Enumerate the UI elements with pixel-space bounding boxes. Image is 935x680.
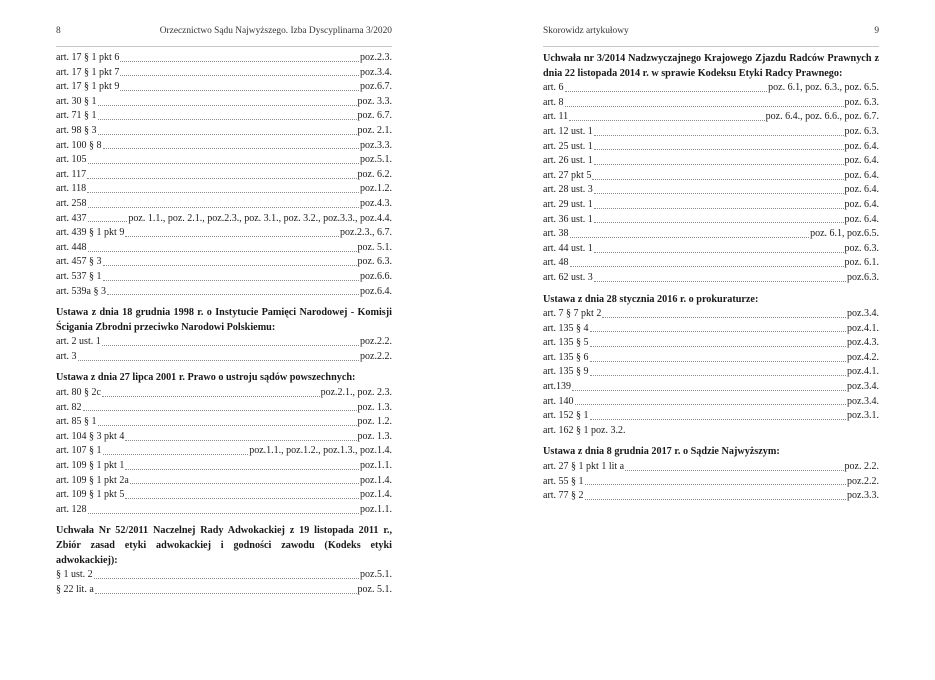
entry-article: art. 437 (56, 212, 87, 224)
section-title: Uchwała nr 3/2014 Nadzwyczajnego Krajowego Zjazdu Radców Prawnych z dnia 22 listopada 2014 r. w sprawie Kodeksu Etyki Radcy Prawnego: (543, 53, 879, 79)
entry-reference: poz.2.3. (360, 52, 392, 63)
dot-leader (88, 251, 357, 252)
index-entry (543, 365, 879, 380)
entry-article: art. 135 § 4 (543, 322, 589, 334)
index-entry (56, 95, 392, 110)
dot-leader (98, 119, 357, 120)
entry-article: § 1 ust. 2 (56, 569, 93, 581)
dot-leader (98, 105, 357, 106)
entry-article: art. 3 (56, 350, 77, 362)
dot-leader (87, 192, 359, 193)
entry-reference: poz. 2.1. (357, 124, 392, 136)
index-entry (56, 415, 392, 430)
entry-reference: poz.3.1. (847, 410, 879, 422)
dot-leader (594, 135, 844, 136)
index-entry (543, 81, 879, 96)
entry-article: art. 36 ust. 1 (543, 213, 593, 225)
index-entry (56, 226, 392, 241)
entry-article: art. 77 § 2 (543, 490, 584, 502)
dot-leader (625, 470, 843, 471)
entry-article: art. 25 ust. 1 (543, 140, 593, 152)
index-entry (56, 66, 392, 81)
entry-article: art. 17 § 1 pkt 9 (56, 81, 120, 93)
index-entry (56, 430, 392, 445)
entry-article: art. 258 (56, 197, 87, 209)
entry-reference: poz. 1.2. (357, 416, 392, 428)
entry-article: art. 152 § 1 (543, 410, 589, 422)
index-entry (56, 255, 392, 270)
entry-reference: poz. 2.2. (844, 461, 879, 473)
section-title: Uchwała Nr 52/2011 Naczelnej Rady Adwokackiej z 19 listopada 2011 r., Zbiór zasad etyki adwokackiej i godności zawodu (Kodeks etyki adwokackiej): (56, 525, 392, 566)
index-entry (56, 182, 392, 197)
entry-reference: poz.3.4. (847, 395, 879, 407)
dot-leader (94, 578, 359, 579)
index-entry (543, 351, 879, 366)
entry-article: art. 27 § 1 pkt 1 lit a (543, 461, 625, 473)
right-running-title: Skorowidz artykułowy (543, 26, 629, 36)
index-entry (543, 380, 879, 395)
entry-reference: poz.3.3. (360, 139, 392, 151)
dot-leader (585, 484, 847, 485)
entry-reference: poz. 6.3. (357, 256, 392, 268)
left-page-content (56, 51, 392, 597)
entry-reference: poz.6.3. (847, 271, 879, 283)
index-entry (543, 140, 879, 155)
index-entry (543, 475, 879, 490)
entry-reference: poz. 6.7. (357, 110, 392, 122)
entry-article: art. 29 ust. 1 (543, 198, 593, 210)
section-title: Ustawa z dnia 27 lipca 2001 r. Prawo o ustroju sądów powszechnych: (56, 372, 356, 384)
entry-article: art. 28 ust. 3 (543, 184, 593, 196)
dot-leader (592, 179, 843, 180)
entry-reference: poz. 6.4. (844, 213, 879, 225)
entry-article: art. 109 § 1 pkt 2a (56, 474, 129, 486)
entry-article: art. 6 (543, 82, 564, 94)
index-entry (543, 183, 879, 198)
dot-leader (88, 207, 360, 208)
entry-article: art. 105 (56, 154, 87, 166)
index-entry (543, 256, 879, 271)
entry-reference: poz. 6.4. (844, 198, 879, 210)
entry-article: art. 117 (56, 168, 87, 180)
index-entry (56, 335, 392, 350)
entry-article: art. 30 § 1 (56, 95, 97, 107)
index-entry (543, 307, 879, 322)
dot-leader (107, 294, 359, 295)
dot-leader (569, 120, 764, 121)
index-entry (543, 409, 879, 424)
index-entry (543, 336, 879, 351)
entry-article: art. 44 ust. 1 (543, 242, 593, 254)
dot-leader (95, 593, 357, 594)
entry-article: art. 457 § 3 (56, 256, 102, 268)
entry-reference: poz.4.1. (847, 322, 879, 334)
entry-reference: poz.3.4. (847, 308, 879, 320)
dot-leader (594, 252, 844, 253)
entry-article: art. 71 § 1 (56, 110, 97, 122)
dot-leader (98, 134, 357, 135)
entry-reference: poz.6.7. (360, 81, 392, 93)
entry-reference: poz.1.2. (360, 183, 392, 195)
dot-leader (98, 425, 357, 426)
dot-leader (590, 346, 847, 347)
dot-leader (102, 345, 359, 346)
entry-reference: poz. 6.2. (357, 168, 392, 180)
entry-reference: poz. 6.4. (844, 155, 879, 167)
index-entry (543, 125, 879, 140)
index-entry (543, 242, 879, 257)
entry-reference: poz.2.2. (847, 475, 879, 487)
entry-article: art.139 (543, 381, 572, 393)
dot-leader (125, 440, 356, 441)
entry-article: art. 85 § 1 (56, 416, 97, 428)
entry-reference: poz.4.3. (847, 337, 879, 349)
dot-leader (594, 281, 846, 282)
entry-reference: poz. 5.1. (357, 583, 392, 595)
entry-article: art. 100 § 8 (56, 139, 102, 151)
entry-reference: poz. 6.1, poz.6.5. (810, 228, 879, 240)
dot-leader (87, 178, 356, 179)
right-page (543, 0, 879, 680)
index-entry (56, 168, 392, 183)
dot-leader (125, 236, 339, 237)
entry-article: art. 439 § 1 pkt 9 (56, 227, 125, 239)
dot-leader (88, 513, 360, 514)
dot-leader (585, 499, 847, 500)
index-entry (56, 401, 392, 416)
index-entry (543, 227, 879, 242)
index-entry (543, 322, 879, 337)
index-entry (543, 460, 879, 475)
entry-article: art. 80 § 2c (56, 387, 101, 399)
left-running-title: Orzecznictwo Sądu Najwyższego. Izba Dyscyplinarna 3/2020 (159, 26, 392, 36)
entry-reference: poz.5.1. (360, 569, 392, 581)
index-entry (56, 503, 392, 518)
entry-reference: poz.3.4. (847, 381, 879, 393)
right-running-head (543, 26, 879, 40)
dot-leader (120, 61, 359, 62)
index-entry (56, 285, 392, 300)
index-entry (56, 80, 392, 95)
entry-reference: poz.2.3., 6.7. (340, 227, 392, 239)
index-entry (56, 583, 392, 598)
entry-reference: poz. 3.3. (357, 95, 392, 107)
dot-leader (575, 404, 847, 405)
entry-article: art. 48 (543, 257, 569, 269)
left-page (56, 0, 392, 680)
index-entry-inline: art. 162 § 1 poz. 3.2. (543, 424, 626, 436)
entry-article: art. 135 § 6 (543, 351, 589, 363)
entry-article: art. 11 (543, 111, 569, 123)
entry-reference: poz.1.1. (360, 503, 392, 515)
entry-article: art. 27 pkt 5 (543, 169, 592, 181)
dot-leader (570, 237, 810, 238)
index-entry (543, 198, 879, 213)
entry-article: art. 107 § 1 (56, 445, 102, 457)
entry-reference: poz.6.6. (360, 270, 392, 282)
entry-article: art. 26 ust. 1 (543, 155, 593, 167)
dot-leader (590, 361, 847, 362)
dot-leader (594, 222, 844, 223)
index-entry (56, 474, 392, 489)
section-title: Ustawa z dnia 18 grudnia 1998 r. o Instytucie Pamięci Narodowej - Komisji Ścigania Zbrodni przeciwko Narodowi Polskiemu: (56, 307, 392, 333)
entry-reference: poz.3.4. (360, 66, 392, 78)
entry-article: art. 140 (543, 395, 574, 407)
dot-leader (83, 410, 357, 411)
dot-leader (103, 280, 360, 281)
entry-reference: poz. 6.1, poz. 6.3., poz. 6.5. (768, 82, 879, 94)
entry-reference: poz. 6.4., poz. 6.6., poz. 6.7. (765, 111, 879, 123)
dot-leader (590, 419, 847, 420)
entry-article: art. 539a § 3 (56, 285, 106, 297)
section-title: Ustawa z dnia 8 grudnia 2017 r. o Sądzie Najwyższym: (543, 446, 780, 458)
dot-leader (125, 498, 359, 499)
entry-reference: poz. 6.4. (844, 140, 879, 152)
dot-leader (103, 265, 357, 266)
left-running-head (56, 26, 392, 40)
entry-article: art. 104 § 3 pkt 4 (56, 430, 125, 442)
entry-reference: poz. 5.1. (357, 241, 392, 253)
index-entry (56, 197, 392, 212)
right-header-rule (543, 46, 879, 47)
index-entry (543, 213, 879, 228)
entry-reference: poz.1.4. (360, 474, 392, 486)
entry-article: art. 118 (56, 183, 87, 195)
entry-article: art. 135 § 9 (543, 366, 589, 378)
entry-article: art. 537 § 1 (56, 270, 102, 282)
dot-leader (565, 106, 844, 107)
entry-article: art. 2 ust. 1 (56, 336, 101, 348)
entry-article: § 22 lit. a (56, 583, 94, 595)
index-entry (56, 350, 392, 365)
index-entry (56, 51, 392, 66)
dot-leader (590, 331, 847, 332)
right-page-content (543, 52, 879, 504)
entry-reference: poz.2.2. (360, 350, 392, 362)
left-page-number: 8 (56, 26, 61, 36)
index-entry (56, 568, 392, 583)
entry-reference: poz. 6.3. (844, 125, 879, 137)
index-entry (543, 110, 879, 125)
index-entry (56, 444, 392, 459)
entry-article: art. 109 § 1 pkt 5 (56, 489, 125, 501)
entry-article: art. 12 ust. 1 (543, 125, 593, 137)
index-entry (543, 154, 879, 169)
dot-leader (590, 375, 847, 376)
entry-reference: poz.1.1. (360, 460, 392, 472)
entry-article: art. 17 § 1 pkt 6 (56, 52, 120, 63)
dot-leader (570, 266, 844, 267)
entry-reference: poz. 1.1., poz. 2.1., poz.2.3., poz. 3.1., poz. 3.2., poz.3.3., poz.4.4. (128, 212, 392, 224)
index-entry (56, 153, 392, 168)
dot-leader (120, 90, 359, 91)
index-entry (543, 96, 879, 111)
entry-reference: poz. 6.4. (844, 169, 879, 181)
entry-article: art. 62 ust. 3 (543, 271, 593, 283)
entry-reference: poz.4.3. (360, 197, 392, 209)
section-title: Ustawa z dnia 28 stycznia 2016 r. o prokuraturze: (543, 293, 759, 305)
index-entry (56, 270, 392, 285)
entry-reference: poz. 1.3. (357, 430, 392, 442)
index-entry (56, 386, 392, 401)
dot-leader (594, 149, 844, 150)
entry-article: art. 82 (56, 401, 82, 413)
index-entry (56, 241, 392, 256)
entry-reference: poz.2.2. (360, 336, 392, 348)
dot-leader (103, 454, 249, 455)
entry-reference: poz.3.3. (847, 490, 879, 502)
entry-article: art. 55 § 1 (543, 475, 584, 487)
dot-leader (103, 148, 360, 149)
entry-article: art. 17 § 1 pkt 7 (56, 66, 120, 78)
index-entry (56, 124, 392, 139)
dot-leader (565, 91, 768, 92)
entry-article: art. 109 § 1 pkt 1 (56, 460, 125, 472)
dot-leader (125, 469, 359, 470)
dot-leader (594, 208, 844, 209)
index-entry (56, 459, 392, 474)
entry-reference: poz.4.2. (847, 351, 879, 363)
dot-leader (88, 163, 360, 164)
index-entry (56, 109, 392, 124)
entry-article: art. 448 (56, 241, 87, 253)
index-entry (56, 212, 392, 227)
entry-reference: poz.4.1. (847, 366, 879, 378)
entry-reference: poz.1.4. (360, 489, 392, 501)
entry-reference: poz.2.1., poz. 2.3. (320, 387, 392, 399)
index-entry (543, 169, 879, 184)
entry-article: art. 98 § 3 (56, 124, 97, 136)
entry-article: art. 128 (56, 503, 87, 515)
entry-reference: poz.5.1. (360, 154, 392, 166)
index-entry (543, 489, 879, 504)
entry-reference: poz.1.1., poz.1.2., poz.1.3., poz.1.4. (249, 445, 392, 457)
dot-leader (594, 164, 844, 165)
dot-leader (102, 396, 320, 397)
index-entry (56, 488, 392, 503)
dot-leader (88, 221, 128, 222)
dot-leader (594, 193, 844, 194)
index-entry (543, 271, 879, 286)
dot-leader (130, 483, 359, 484)
dot-leader (572, 390, 846, 391)
dot-leader (602, 317, 846, 318)
entry-article: art. 135 § 5 (543, 337, 589, 349)
entry-article: art. 38 (543, 228, 569, 240)
index-entry (543, 395, 879, 410)
dot-leader (78, 360, 360, 361)
entry-article: art. 8 (543, 96, 564, 108)
entry-reference: poz. 6.4. (844, 184, 879, 196)
dot-leader (120, 75, 359, 76)
entry-reference: poz.6.4. (360, 285, 392, 297)
right-page-number: 9 (874, 26, 879, 36)
index-entry (56, 139, 392, 154)
entry-reference: poz. 6.3. (844, 242, 879, 254)
entry-reference: poz. 6.1. (844, 257, 879, 269)
entry-reference: poz. 1.3. (357, 401, 392, 413)
entry-reference: poz. 6.3. (844, 96, 879, 108)
left-header-rule (56, 46, 392, 47)
entry-article: art. 7 § 7 pkt 2 (543, 308, 602, 320)
